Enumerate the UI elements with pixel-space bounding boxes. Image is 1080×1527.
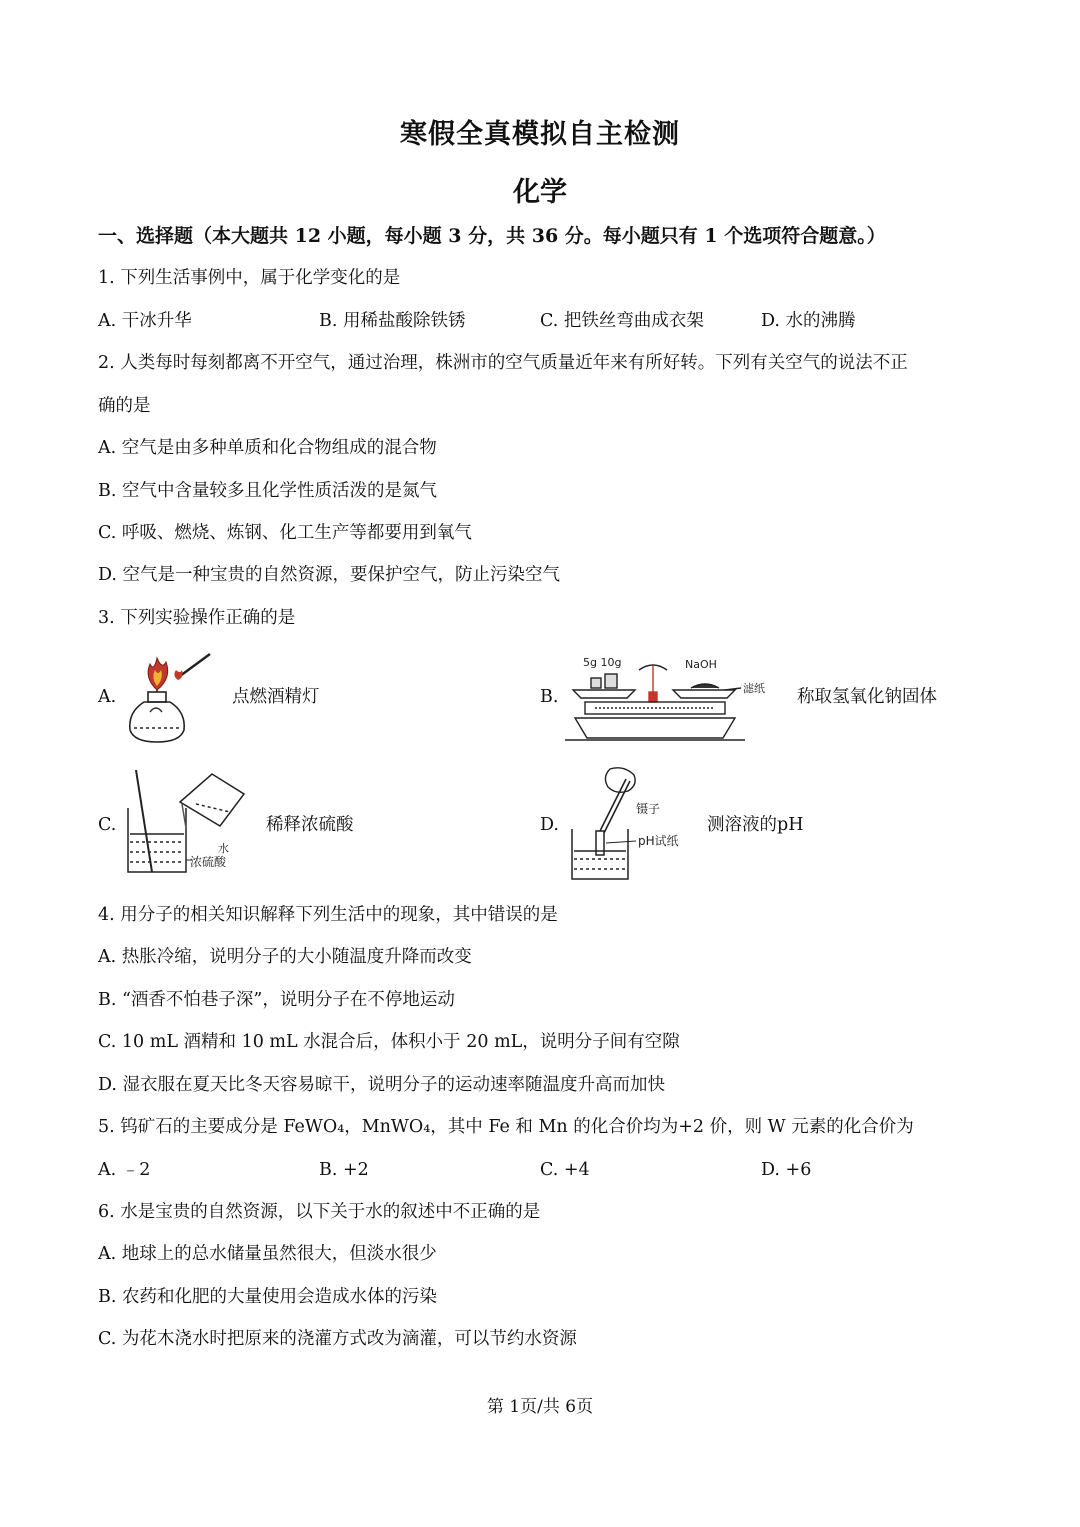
dilute-acid-figure bbox=[122, 768, 257, 878]
section-heading: 一、选择题（本大题共 12 小题，每小题 3 分，共 36 分。每小题只有 1 个选项符合题意。） bbox=[98, 225, 886, 247]
q3-option-d-letter: D. bbox=[540, 815, 559, 835]
flame-icon bbox=[148, 658, 168, 690]
q3-option-c-text: 稀释浓硫酸 bbox=[266, 815, 354, 835]
q1-option-b: B. 用稀盐酸除铁锈 bbox=[319, 311, 466, 331]
q6-option-b: B. 农药和化肥的大量使用会造成水体的污染 bbox=[98, 1287, 437, 1307]
q3-stem: 3. 下列实验操作正确的是 bbox=[98, 608, 296, 628]
q2-option-d: D. 空气是一种宝贵的自然资源，要保护空气，防止污染空气 bbox=[98, 565, 561, 585]
beaker-icon bbox=[128, 808, 186, 872]
q5-stem: 5. 钨矿石的主要成分是 FeWO₄，MnWO₄，其中 Fe 和 Mn 的化合价均为+2 价，则 W 元素的化合价为 bbox=[98, 1117, 914, 1137]
q3-option-c-letter: C. bbox=[98, 815, 117, 835]
q4-stem: 4. 用分子的相关知识解释下列生活中的现象，其中错误的是 bbox=[98, 905, 558, 925]
pouring-beaker-icon bbox=[180, 774, 244, 828]
q3-option-a-letter: A. bbox=[98, 687, 117, 707]
q1-option-a: A. 干冰升华 bbox=[98, 311, 192, 331]
q5-option-d: D. +6 bbox=[761, 1160, 812, 1180]
q6-stem: 6. 水是宝贵的自然资源，以下关于水的叙述中不正确的是 bbox=[98, 1202, 541, 1222]
q3-option-b-text: 称取氢氧化钠固体 bbox=[797, 687, 937, 707]
q4-option-d: D. 湿衣服在夏天比冬天容易晾干，说明分子的运动速率随温度升高而加快 bbox=[98, 1075, 666, 1095]
q3-option-d-text: 测溶液的pH bbox=[707, 815, 804, 835]
q6-option-a: A. 地球上的总水储量虽然很大，但淡水很少 bbox=[98, 1244, 437, 1264]
page-title: 寒假全真模拟自主检测 bbox=[400, 119, 680, 150]
match-icon bbox=[174, 654, 210, 680]
q2-option-c: C. 呼吸、燃烧、炼钢、化工生产等都要用到氧气 bbox=[98, 523, 472, 543]
q2-stem-line2: 确的是 bbox=[98, 396, 151, 416]
q4-option-a: A. 热胀冷缩，说明分子的大小随温度升降而改变 bbox=[98, 947, 472, 967]
weights-label: 5g 10g bbox=[583, 656, 622, 669]
q1-option-c: C. 把铁丝弯曲成衣架 bbox=[540, 311, 704, 331]
ph-paper-label: pH试纸 bbox=[638, 834, 679, 848]
q4-option-c: C. 10 mL 酒精和 10 mL 水混合后，体积小于 20 mL，说明分子间有空隙 bbox=[98, 1032, 680, 1052]
water-label: 水 bbox=[218, 842, 229, 855]
q4-option-b: B. “酒香不怕巷子深”，说明分子在不停地运动 bbox=[98, 990, 455, 1010]
q2-option-b: B. 空气中含量较多且化学性质活泼的是氮气 bbox=[98, 481, 437, 501]
q3-option-a-text: 点燃酒精灯 bbox=[232, 687, 320, 707]
test-beaker-icon bbox=[572, 829, 628, 879]
balance-icon bbox=[565, 665, 745, 740]
acid-label: 浓硫酸 bbox=[190, 855, 227, 869]
page-number: 第 1页/共 6页 bbox=[486, 1397, 594, 1417]
q5-option-b: B. +2 bbox=[319, 1160, 369, 1180]
q5-option-c: C. +4 bbox=[540, 1160, 590, 1180]
alcohol-lamp-lighting-figure bbox=[120, 650, 220, 746]
subject-title: 化学 bbox=[513, 177, 567, 208]
q3-option-b-letter: B. bbox=[540, 687, 559, 707]
ph-test-figure bbox=[568, 765, 698, 883]
tweezers-label: 镊子 bbox=[636, 802, 661, 816]
q2-stem-line1: 2. 人类每时每刻都离不开空气，通过治理，株洲市的空气质量近年来有所好转。下列有关空气的说法不正 bbox=[98, 353, 908, 373]
naoh-label: NaOH bbox=[685, 658, 717, 671]
q1-stem: 1. 下列生活事例中，属于化学变化的是 bbox=[98, 268, 401, 288]
q2-option-a: A. 空气是由多种单质和化合物组成的混合物 bbox=[98, 438, 437, 458]
glass-rod-icon bbox=[136, 770, 152, 872]
balance-weighing-figure bbox=[565, 652, 780, 744]
q5-option-a: A. ﹣2 bbox=[98, 1160, 151, 1180]
q1-option-d: D. 水的沸腾 bbox=[761, 311, 856, 331]
q6-option-c: C. 为花木浇水时把原来的浇灌方式改为滴灌，可以节约水资源 bbox=[98, 1329, 577, 1349]
filter-paper-label: 滤纸 bbox=[743, 682, 765, 695]
